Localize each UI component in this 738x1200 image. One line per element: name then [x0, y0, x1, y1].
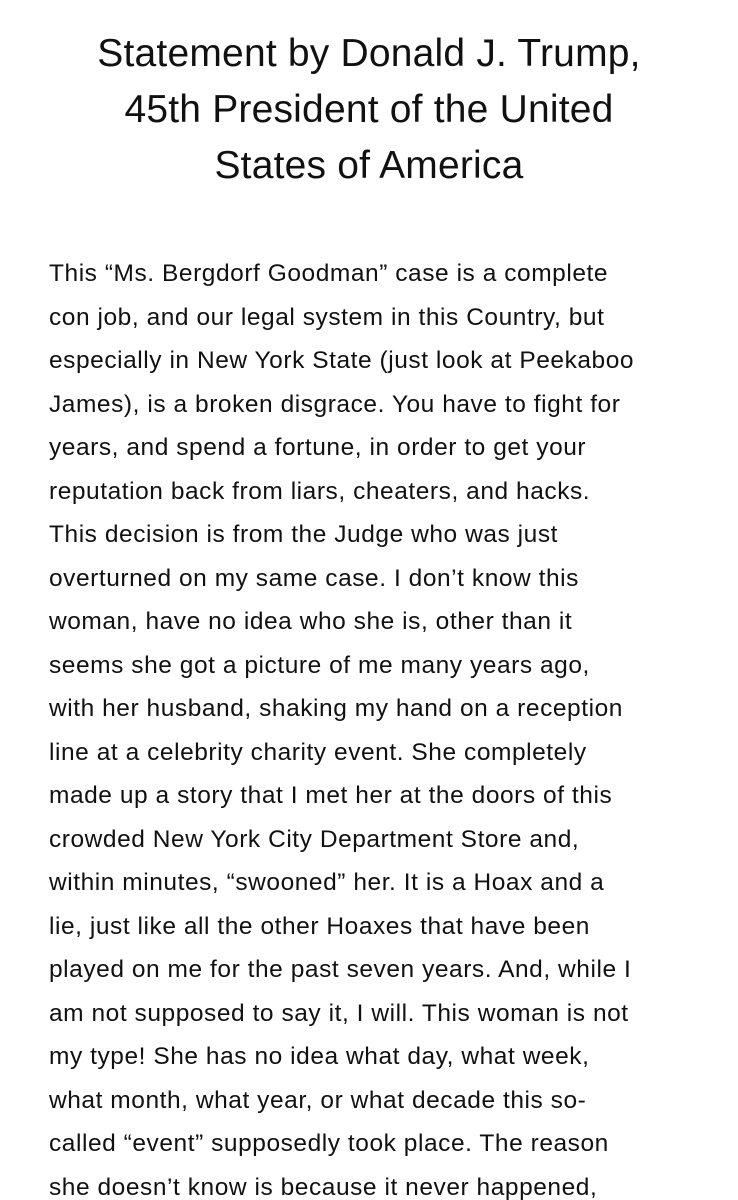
body-line: made up a story that I met her at the doors of this: [49, 782, 613, 809]
body-line: seems she got a picture of me many years ago,: [49, 651, 590, 679]
body-line: called “event” supposedly took place. The reason: [49, 1130, 609, 1157]
body-line: This decision is from the Judge who was just: [49, 521, 558, 548]
body-line: my type! She has no idea what day, what week,: [49, 1043, 590, 1070]
body-line: lie, just like all the other Hoaxes that have been: [49, 912, 590, 940]
body-line: line at a celebrity charity event. She completely: [49, 738, 587, 766]
body-line: within minutes, “swooned” her. It is a Hoax and a: [49, 869, 605, 896]
title-line: Statement by Donald J. Trump,: [97, 32, 641, 75]
statement-body: [49, 252, 709, 1200]
body-line: woman, have no idea who she is, other than it: [49, 608, 573, 635]
body-line: she doesn’t know is because it never happened,: [49, 1173, 598, 1200]
body-line: especially in New York State (just look at Peekaboo: [49, 347, 635, 374]
body-line: with her husband, shaking my hand on a reception: [49, 695, 623, 722]
body-line: overturned on my same case. I don’t know this: [49, 564, 579, 592]
body-line: reputation back from liars, cheaters, and hacks.: [49, 477, 591, 505]
title-line: 45th President of the United: [124, 88, 614, 131]
body-line: what month, what year, or what decade this so-: [49, 1086, 587, 1114]
body-line: am not supposed to say it, I will. This woman is not: [49, 999, 629, 1027]
body-line: James), is a broken disgrace. You have to fight for: [49, 390, 621, 418]
body-line: years, and spend a fortune, in order to get your: [49, 434, 587, 461]
body-line: played on me for the past seven years. And, while I: [49, 956, 632, 983]
body-line: con job, and our legal system in this Country, but: [49, 303, 605, 331]
body-line: crowded New York City Department Store and,: [49, 825, 580, 853]
title-line: States of America: [214, 144, 524, 187]
statement-title: [40, 26, 698, 194]
body-line: This “Ms. Bergdorf Goodman” case is a complete: [49, 260, 609, 287]
